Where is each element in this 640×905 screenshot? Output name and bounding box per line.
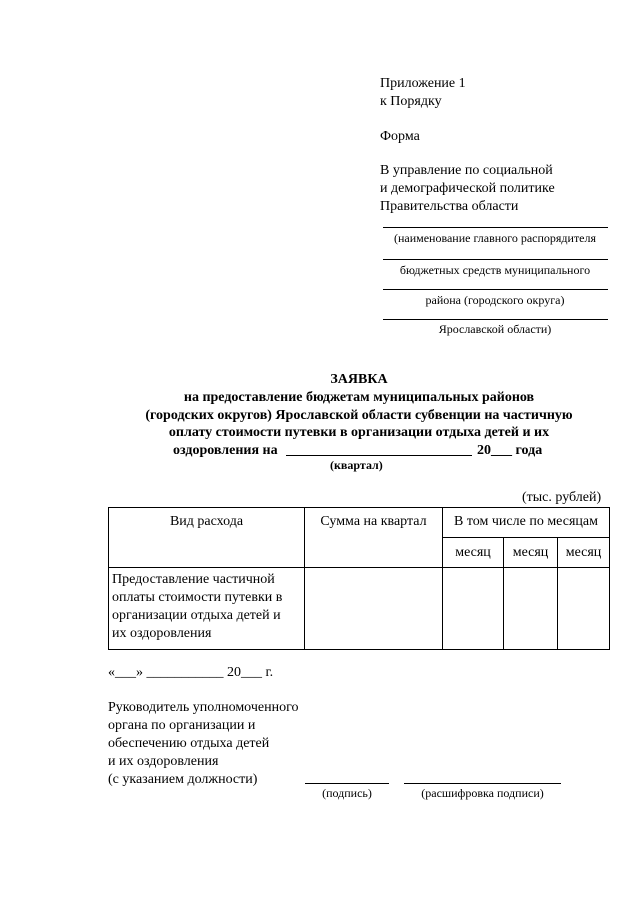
header-expense-type: Вид расхода: [109, 508, 305, 568]
sender-fill-line-2[interactable]: [383, 259, 608, 260]
header-by-months: В том числе по месяцам: [443, 508, 610, 538]
title-line-1: на предоставление бюджетам муниципальных районов: [183, 390, 535, 405]
header-quarter-sum: Сумма на квартал: [305, 508, 443, 568]
title-line-2: (городских округов) Ярославской области субвенции на частичную: [145, 408, 573, 423]
sender-caption-2: бюджетных средств муниципального: [399, 263, 591, 277]
units-label: (тыс. рублей): [522, 490, 602, 505]
title-line-4-year: 20___ года: [477, 443, 543, 458]
title-line-3: оплату стоимости путевки в организации отдыха детей и их: [168, 425, 550, 440]
sender-fill-line-3[interactable]: [383, 289, 608, 290]
cell-month-3[interactable]: [558, 568, 610, 650]
cell-quarter-sum[interactable]: [305, 568, 443, 650]
title-heading: ЗАЯВКА: [330, 372, 388, 387]
row-expense-description: [109, 568, 305, 650]
row-text-line-4: их оздоровления: [112, 626, 212, 641]
signature-fill-line[interactable]: [305, 783, 389, 784]
appendix-number: Приложение 1: [380, 76, 466, 91]
sender-fill-line-1[interactable]: [383, 227, 608, 228]
signatory-line-3: обеспечению отдыха детей: [108, 736, 270, 751]
date-line[interactable]: «___» ___________ 20___ г.: [108, 665, 274, 680]
sender-caption-3: района (городского округа): [425, 293, 565, 307]
addressee-line-2: и демографической политике: [380, 181, 555, 196]
signatory-line-5: (с указанием должности): [108, 772, 258, 787]
signature-caption: (подпись): [322, 786, 372, 800]
row-text-line-1: Предоставление частичной: [112, 572, 275, 587]
quarter-caption: (квартал): [330, 458, 383, 472]
table-row: [109, 568, 610, 650]
signatory-line-1: Руководитель уполномоченного: [108, 700, 299, 715]
signature-decode-fill-line[interactable]: [404, 783, 561, 784]
form-label: Форма: [380, 129, 420, 144]
signatory-line-4: и их оздоровления: [108, 754, 219, 769]
cell-month-1[interactable]: [443, 568, 504, 650]
expense-table: [108, 507, 610, 650]
row-text-line-2: оплаты стоимости путевки в: [112, 590, 283, 605]
sender-caption-1: (наименование главного распорядителя: [393, 231, 597, 245]
sender-caption-4: Ярославской области): [438, 322, 552, 336]
addressee-line-3: Правительства области: [380, 199, 519, 214]
title-line-4-prefix: оздоровления на: [173, 443, 278, 458]
quarter-fill-line[interactable]: [286, 455, 472, 456]
header-month-2: месяц: [504, 538, 558, 568]
signatory-line-2: органа по организации и: [108, 718, 256, 733]
addressee-line-1: В управление по социальной: [380, 163, 553, 178]
cell-month-2[interactable]: [504, 568, 558, 650]
row-text-line-3: организации отдыха детей и: [112, 608, 281, 623]
appendix-reference: к Порядку: [380, 94, 442, 109]
signature-decode-caption: (расшифровка подписи): [421, 786, 544, 800]
sender-fill-line-4[interactable]: [383, 319, 608, 320]
header-month-1: месяц: [443, 538, 504, 568]
header-month-3: месяц: [558, 538, 610, 568]
